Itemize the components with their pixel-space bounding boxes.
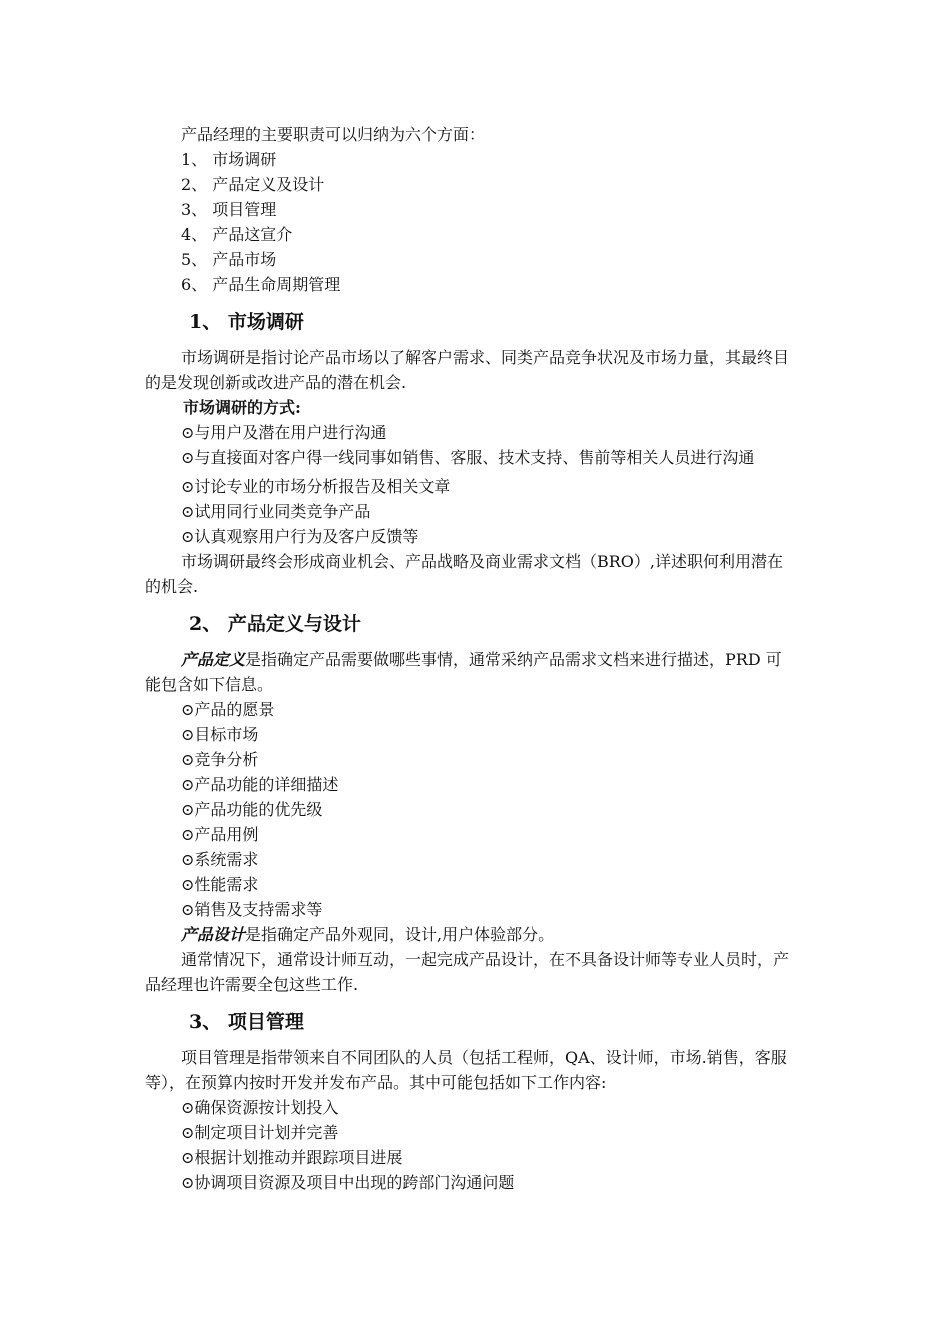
bullet-item: ⊙认真观察用户行为及客户反馈等 xyxy=(181,527,419,546)
bullet-item: ⊙目标市场 xyxy=(181,725,259,744)
bullet-item: ⊙讨论专业的市场分析报告及相关文章 xyxy=(181,477,451,496)
section2-definition xyxy=(145,647,795,697)
bullet-item: ⊙系统需求 xyxy=(181,850,259,869)
intro-item: 2、 产品定义及设计 xyxy=(181,175,325,194)
intro-item: 4、 产品这宣介 xyxy=(181,225,293,244)
definition-text: 是指确定产品需要做哪些事情，通常采纳产品需求文档来进行描述，PRD 可能包含如下信息。 xyxy=(145,650,782,694)
bullet-item: ⊙销售及支持需求等 xyxy=(181,900,323,919)
bullet-item: ⊙试用同行业同类竞争产品 xyxy=(181,502,371,521)
section-heading-project-management: 3、 项目管理 xyxy=(189,1011,304,1033)
section1-closing: 市场调研最终会形成商业机会、产品战略及商业需求文档（BRO）,详述职何利用潜在的机会. xyxy=(145,552,784,596)
bullet-item: ⊙产品功能的详细描述 xyxy=(181,775,339,794)
document-page xyxy=(145,122,795,1195)
section-heading-market-research: 1、 市场调研 xyxy=(189,311,304,333)
bullet-item: ⊙根据计划推动并跟踪项目进展 xyxy=(181,1148,403,1167)
section3-paragraph: 项目管理是指带领来自不同团队的人员（包括工程师，QA、设计师，市场.销售，客服等），在预算内按时开发并发布产品。其中可能包括如下工作内容: xyxy=(145,1048,787,1092)
bullet-item: ⊙与直接面对客户得一线同事如销售、客服、技术支持、售前等相关人员进行沟通 xyxy=(181,448,755,467)
design-term: 产品设计 xyxy=(181,925,246,944)
bullet-item: ⊙与用户及潜在用户进行沟通 xyxy=(181,423,387,442)
section2-closing: 通常情况下，通常设计师互动，一起完成产品设计，在不具备设计师等专业人员时，产品经理也许需要全包这些工作. xyxy=(145,950,790,994)
definition-term: 产品定义 xyxy=(181,650,246,669)
section1-paragraph: 市场调研是指讨论产品市场以了解客户需求、同类产品竞争状况及市场力量，其最终目的是发现创新或改进产品的潜在机会. xyxy=(145,348,790,392)
intro-item: 3、 项目管理 xyxy=(181,200,277,219)
design-text: 是指确定产品外观同，设计,用户体验部分。 xyxy=(245,925,555,944)
bullet-item: ⊙性能需求 xyxy=(181,875,259,894)
bullet-item: ⊙协调项目资源及项目中出现的跨部门沟通问题 xyxy=(181,1173,515,1192)
intro-item: 5、 产品市场 xyxy=(181,250,277,269)
bullet-item: ⊙制定项目计划并完善 xyxy=(181,1123,339,1142)
section1-subheading: 市场调研的方式: xyxy=(183,398,301,417)
bullet-item: ⊙产品的愿景 xyxy=(181,700,275,719)
section2-design xyxy=(145,922,795,947)
intro-item: 1、 市场调研 xyxy=(181,150,277,169)
section-heading-product-definition: 2、 产品定义与设计 xyxy=(189,613,361,635)
bullet-item: ⊙竞争分析 xyxy=(181,750,259,769)
intro-item: 6、 产品生命周期管理 xyxy=(181,275,341,294)
bullet-item: ⊙产品功能的优先级 xyxy=(181,800,323,819)
bullet-item: ⊙确保资源按计划投入 xyxy=(181,1098,339,1117)
intro-lead: 产品经理的主要职责可以归纳为六个方面： xyxy=(181,125,486,144)
bullet-item: ⊙产品用例 xyxy=(181,825,259,844)
